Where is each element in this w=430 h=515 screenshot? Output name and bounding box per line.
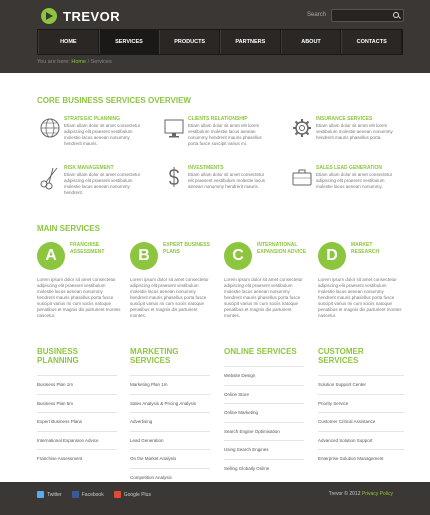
nav-products[interactable]: PRODUCTS	[159, 30, 220, 54]
core-service-title[interactable]: INVESTMENTS	[188, 165, 224, 171]
main-service-item	[224, 242, 309, 327]
column-link[interactable]: Solution Support Center	[318, 375, 404, 394]
copyright: Trevor © 2012	[328, 491, 361, 497]
main-service-text: Lorem ipsum dolor sit amet consectetur adipiscing elit praesent vestibulum molestie lacus aenean nonummy hendrerit mauris phasellus porta fusce suscipit varius mi cum sociis natoque penatibus et magnis dis parturient montes.	[224, 277, 303, 318]
search-label: Search	[307, 12, 327, 18]
column-link[interactable]: Business Plan 1m	[37, 375, 117, 394]
column-link[interactable]: Sales Analysis & Pricing Analysis	[130, 394, 210, 413]
breadcrumb-home-link[interactable]: Home	[71, 59, 87, 65]
main-service-item	[318, 242, 403, 327]
logo[interactable]	[41, 8, 120, 24]
google-plus-icon	[114, 491, 121, 498]
column-link[interactable]: Lead Generation	[130, 431, 210, 450]
logo-text: TREVOR	[63, 8, 121, 24]
main-service-text: Lorem ipsum dolor sit amet consectetur adipiscing elit praesent vestibulum molestie lacus aenean nonummy hendrerit mauris phasellus porta fusce suscipit varius mi cum sociis natoque penatibus et magnis dis parturient montes nascetur.	[318, 277, 402, 318]
google-plus-label: Google Plus	[123, 491, 151, 498]
column-link[interactable]: Website Design	[224, 366, 304, 385]
column-link[interactable]: Online Marketing	[224, 403, 304, 422]
column-link[interactable]: Enterprise Solution Management	[318, 449, 404, 468]
column-link[interactable]: On the Market Analysis	[130, 449, 210, 468]
core-service-title[interactable]: STRATEGIC PLANNING	[64, 116, 121, 122]
scissors-icon	[37, 165, 63, 191]
core-service-text: Etiam ullam dolor sit amet consectetur adipiscing elit praesent vestibulum molestie lacus aenean nonummy.	[316, 172, 393, 189]
core-service-text: Etiam ullam dolor sit amet consectetur adipiscing elit praesent vestibulum molestie lacus aenean nonummy hendrerit.	[64, 172, 141, 195]
column-link[interactable]: Selling Globally Online	[224, 459, 304, 478]
column-link[interactable]: Using Search Engines	[224, 440, 304, 459]
nav-about[interactable]: ABOUT	[281, 30, 342, 54]
breadcrumb	[0, 55, 430, 73]
column-link[interactable]: Expert Business Plans	[37, 412, 117, 431]
column-link[interactable]: Customer Critical Assistance	[318, 412, 404, 431]
breadcrumb-separator: /	[87, 59, 90, 65]
column-link[interactable]: Franchise Assessment	[37, 449, 117, 468]
column-link[interactable]: Advertising	[130, 412, 210, 431]
marketing-services-column	[130, 347, 210, 486]
core-service-item	[37, 165, 147, 215]
column-link[interactable]: Marketing Plan 1m	[130, 375, 210, 394]
core-service-title[interactable]: INSURANCE SERVICES	[316, 116, 373, 122]
breadcrumb-current: Services	[90, 59, 112, 65]
core-service-text: Etiam ullam dolor sit amet elit lorem vestibulum molestie aenean nonummy hendrerit mauris phasellus porta.	[316, 123, 393, 140]
monitor-icon	[161, 116, 187, 142]
customer-services-column	[318, 347, 404, 468]
globe-icon	[37, 116, 63, 142]
column-title: ONLINE SERVICES	[224, 347, 297, 356]
online-services-column	[224, 347, 304, 477]
gear-icon	[289, 116, 315, 142]
search-icon[interactable]	[393, 12, 399, 18]
letter-badge: B	[130, 242, 158, 270]
column-link[interactable]: Advanced Solution Support	[318, 431, 404, 450]
search-input[interactable]	[331, 9, 404, 22]
main-service-title[interactable]: EXPERT BUSINESS PLANS	[163, 242, 210, 255]
main-nav	[37, 29, 403, 55]
core-service-item	[37, 116, 147, 166]
main-service-title[interactable]: INTERNATIONAL EXPANSION ADVICE	[257, 242, 307, 255]
logo-play-icon	[41, 8, 57, 24]
twitter-icon	[37, 491, 44, 498]
core-service-text: Etiam ullam dolor sit amet consectetur elit praesent vestibulum molestie lacus aenean nonummy hendrerit mauris.	[188, 172, 266, 189]
facebook-link[interactable]	[72, 491, 104, 498]
column-link[interactable]: Search Engine Optimisation	[224, 422, 304, 441]
column-link[interactable]: Online Store	[224, 385, 304, 404]
core-service-title[interactable]: RISK MANAGEMENT	[64, 165, 114, 171]
core-service-title[interactable]: CLIENTS RELATIONSHIP	[188, 116, 248, 122]
footer	[0, 482, 430, 515]
facebook-icon	[72, 491, 79, 498]
core-service-text: Etiam ullam dolor sit amet elit lorem vestibulum molestie lacus aenean nonummy hendrerit mauris phasellus porta fusce suscipit varius mi.	[188, 123, 262, 146]
main-service-item	[130, 242, 215, 327]
main-services-title: MAIN SERVICES	[37, 224, 100, 233]
nav-partners[interactable]: PARTNERS	[220, 30, 281, 54]
column-link[interactable]: Priority Service	[318, 394, 404, 413]
letter-badge: A	[37, 242, 65, 270]
main-service-item	[37, 242, 122, 327]
column-title: MARKETING SERVICES	[130, 347, 179, 365]
nav-home[interactable]: HOME	[38, 30, 99, 54]
core-service-item	[161, 165, 271, 215]
core-service-text: Etiam ullam dolor sit amet consectetur adipiscing elit praesent vestibulum molestie lacus aenean nonummy hendrerit mauris.	[64, 123, 141, 146]
nav-services[interactable]: SERVICES	[99, 30, 160, 54]
briefcase-icon	[289, 165, 315, 191]
twitter-link[interactable]	[37, 491, 62, 498]
business-planning-column	[37, 347, 117, 468]
main-service-text: Lorem ipsum dolor sit amet consectetur adipiscing elit praesent vestibulum molestie lacus aenean nonummy hendrerit mauris phasellus porta fusce suscipit varius mi cum sociis natoque penatibus et magnis dis parturient montes nascetur.	[37, 277, 121, 318]
column-title: BUSINESS PLANNING	[37, 347, 79, 365]
facebook-label: Facebook	[81, 491, 104, 498]
column-link[interactable]: International Expansion Advice	[37, 431, 117, 450]
core-services-title: CORE BUSINESS SERVICES OVERVIEW	[37, 96, 191, 105]
letter-badge: C	[224, 242, 252, 270]
main-service-text: Lorem ipsum dolor sit amet consectetur adipiscing elit praesent vestibulum molestie lacus aenean nonummy hendrerit mauris phasellus porta fusce suscipit varius mi cum sociis natoque penatibus et magnis dis parturient montes.	[130, 277, 209, 318]
core-service-item	[289, 116, 399, 166]
core-service-title[interactable]: SALES LEAD GENERATION	[316, 165, 383, 171]
main-service-title[interactable]: MARKET RESEARCH	[351, 242, 380, 255]
column-link[interactable]: Business Plan 5m	[37, 394, 117, 413]
column-link[interactable]: Competition Analysis	[130, 468, 210, 487]
nav-contacts[interactable]: CONTACTS	[341, 30, 402, 54]
core-service-item	[289, 165, 399, 215]
breadcrumb-prefix: You are here:	[37, 59, 70, 65]
twitter-label: Twitter	[47, 491, 62, 498]
privacy-policy-link[interactable]: Privacy Policy	[361, 491, 393, 497]
main-service-title[interactable]: FRANCHISE ASSESSMENT	[70, 242, 105, 255]
google-plus-link[interactable]	[114, 491, 151, 498]
letter-badge: D	[318, 242, 346, 270]
column-title: CUSTOMER SERVICES	[318, 347, 364, 365]
core-service-item	[161, 116, 271, 166]
dollar-icon	[161, 165, 187, 191]
